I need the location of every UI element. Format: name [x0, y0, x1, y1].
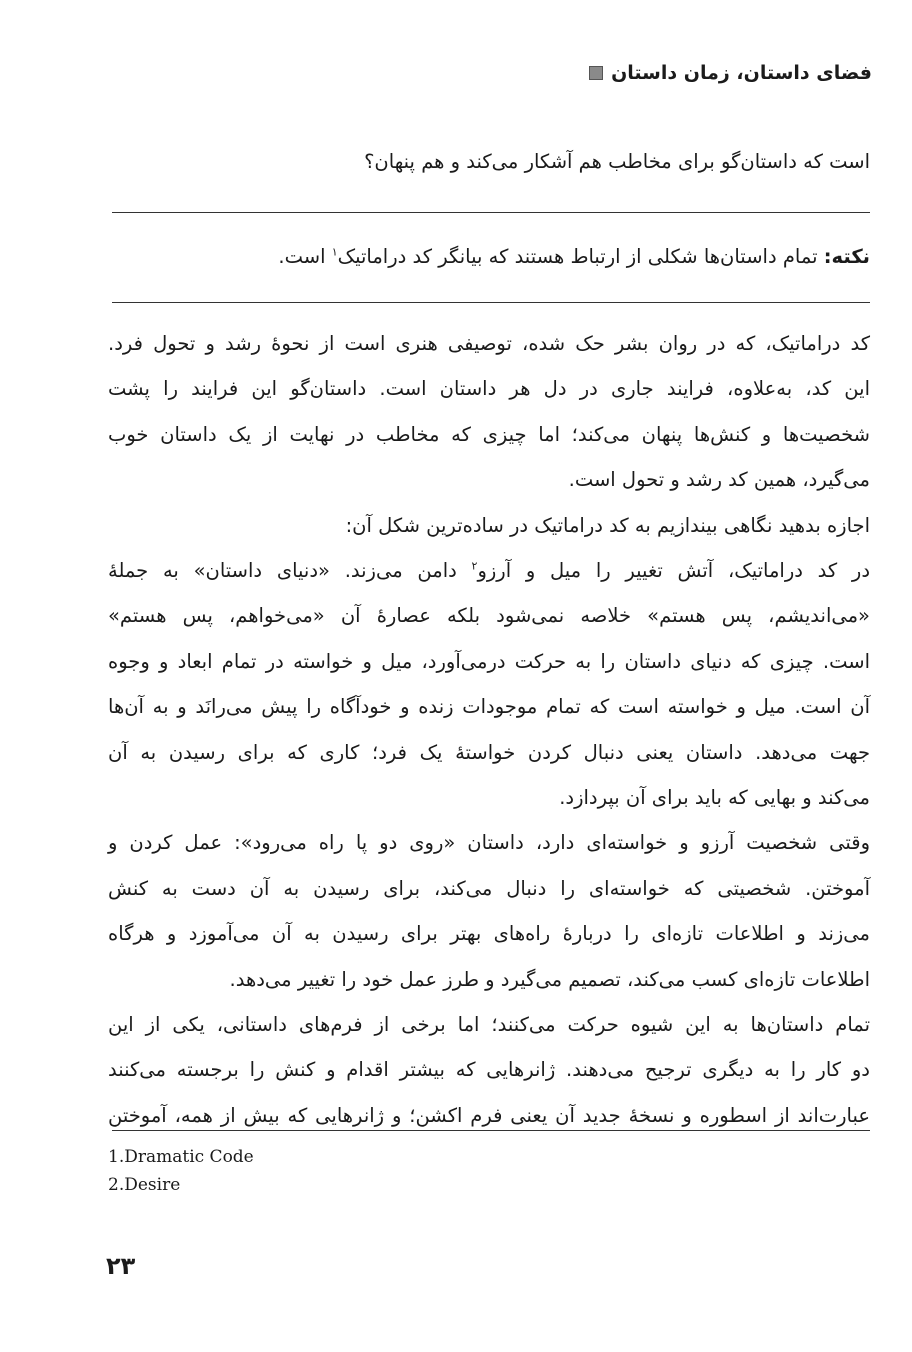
footnote-divider	[112, 1130, 870, 1131]
note-text-before: تمام داستان‌ها شکلی از ارتباط هستند که بیانگر کد دراماتیک	[337, 245, 824, 268]
body-line	[108, 557, 870, 585]
body-line-text: می‌زند و اطلاعات تازه‌ای را دربارهٔ راه‌های بهتر برای رسیدن به آن می‌آموزد و هرگاه	[108, 922, 870, 946]
body-line	[108, 648, 870, 676]
body-line-text: می‌کند و بهایی که باید برای آن بپردازد.	[559, 786, 870, 809]
body-line-text: آن است. میل و خواسته است که تمام موجودات زنده و خودآگاه را پیش می‌رانَد و به آن‌ها	[108, 695, 870, 719]
body-line-text: وقتی شخصیت آرزو و خواسته‌ای دارد، داستان «روی دو پا راه می‌رود»: عمل کردن و	[108, 831, 870, 855]
header-square-icon	[589, 66, 603, 80]
footnote-1: 1.Dramatic Code	[108, 1147, 254, 1167]
body-line	[108, 829, 870, 857]
body-line	[108, 739, 870, 767]
divider-bottom	[112, 302, 870, 303]
note-label: نکته:	[823, 245, 870, 268]
body-line-text: شخصیت‌ها و کنش‌ها پنهان می‌کند؛ اما چیزی که مخاطب در نهایت از یک داستان خوب	[108, 422, 870, 446]
note-line	[108, 243, 870, 271]
body-line-text: این کد، به‌علاوه، فرایند جاری در دل هر داستان است. داستان‌گو این فرایند را پشت	[108, 377, 870, 401]
body-line-text: اجازه بدهید نگاهی بیندازیم به کد دراماتیک در ساده‌ترین شکل آن:	[345, 513, 870, 537]
body-line	[108, 693, 870, 721]
note-text-after: است.	[278, 245, 332, 268]
body-line-text: در کد دراماتیک، آتش تغییر را میل و آرزو	[477, 559, 870, 582]
body-line	[108, 966, 870, 994]
body-line-text: کد دراماتیک، که در روان بشر حک شده، توصیفی هنری است از نحوهٔ رشد و تحول فرد.	[108, 332, 870, 355]
body-line	[108, 466, 870, 494]
body-line	[108, 1102, 870, 1130]
intro-line: است که داستان‌گو برای مخاطب هم آشکار می‌کند و هم پنهان؟	[364, 150, 870, 173]
body-line	[108, 421, 870, 449]
body-line-text: جهت می‌دهد. داستان یعنی دنبال کردن خواستهٔ یک فرد؛ کاری که برای رسیدن به آن	[108, 740, 870, 764]
running-header	[589, 62, 872, 84]
body-line-text: تمام داستان‌ها به این شیوه حرکت می‌کنند؛ اما برخی از فرم‌های داستانی، یکی از این	[108, 1013, 870, 1036]
body-line	[108, 875, 870, 903]
body-line-text: اطلاعات تازه‌ای کسب می‌کند، تصمیم می‌گیرد و طرز عمل خود را تغییر می‌دهد.	[229, 967, 870, 991]
header-title: فضای داستان، زمان داستان	[611, 62, 872, 84]
page-number: ۲۳	[106, 1252, 136, 1280]
note-footnote-ref: ۱	[331, 245, 338, 259]
body-line-text: «می‌اندیشم، پس هستم» خلاصه نمی‌شود بلکه عصارهٔ آن «می‌خواهم، پس هستم»	[108, 604, 870, 628]
body-line-text: است. چیزی که دنیای داستان را به حرکت درمی‌آورد، میل و خواسته در تمام ابعاد و وجوه	[108, 649, 870, 673]
body-line	[108, 602, 870, 630]
body-line-text: عبارت‌اند از اسطوره و نسخهٔ جدید آن یعنی فرم اکشن؛ و ژانرهایی که بیش از همه، آموختن	[108, 1103, 870, 1127]
body-line-text: آموختن. شخصیتی که خواسته‌ای را دنبال می‌کند، برای رسیدن به آن دست به کنش	[108, 876, 870, 900]
body-line	[108, 920, 870, 948]
footnote-2: 2.Desire	[108, 1175, 181, 1195]
body-line	[108, 1011, 870, 1039]
divider-top	[112, 212, 870, 213]
body-line	[108, 375, 870, 403]
body-line	[108, 1056, 870, 1084]
body-line-text-cont: دامن می‌زند. «دنیای داستان» به جملهٔ	[108, 559, 472, 582]
body-line-text: دو کار را به دیگری ترجیح می‌دهند. ژانرهایی که بیشتر اقدام و کنش را برجسته می‌کنند	[108, 1058, 870, 1082]
body-line	[108, 784, 870, 812]
body-line	[108, 512, 870, 540]
body-line	[108, 330, 870, 358]
footnote-ref: ۲	[471, 559, 478, 573]
body-line-text: می‌گیرد، همین کد رشد و تحول است.	[568, 468, 870, 492]
